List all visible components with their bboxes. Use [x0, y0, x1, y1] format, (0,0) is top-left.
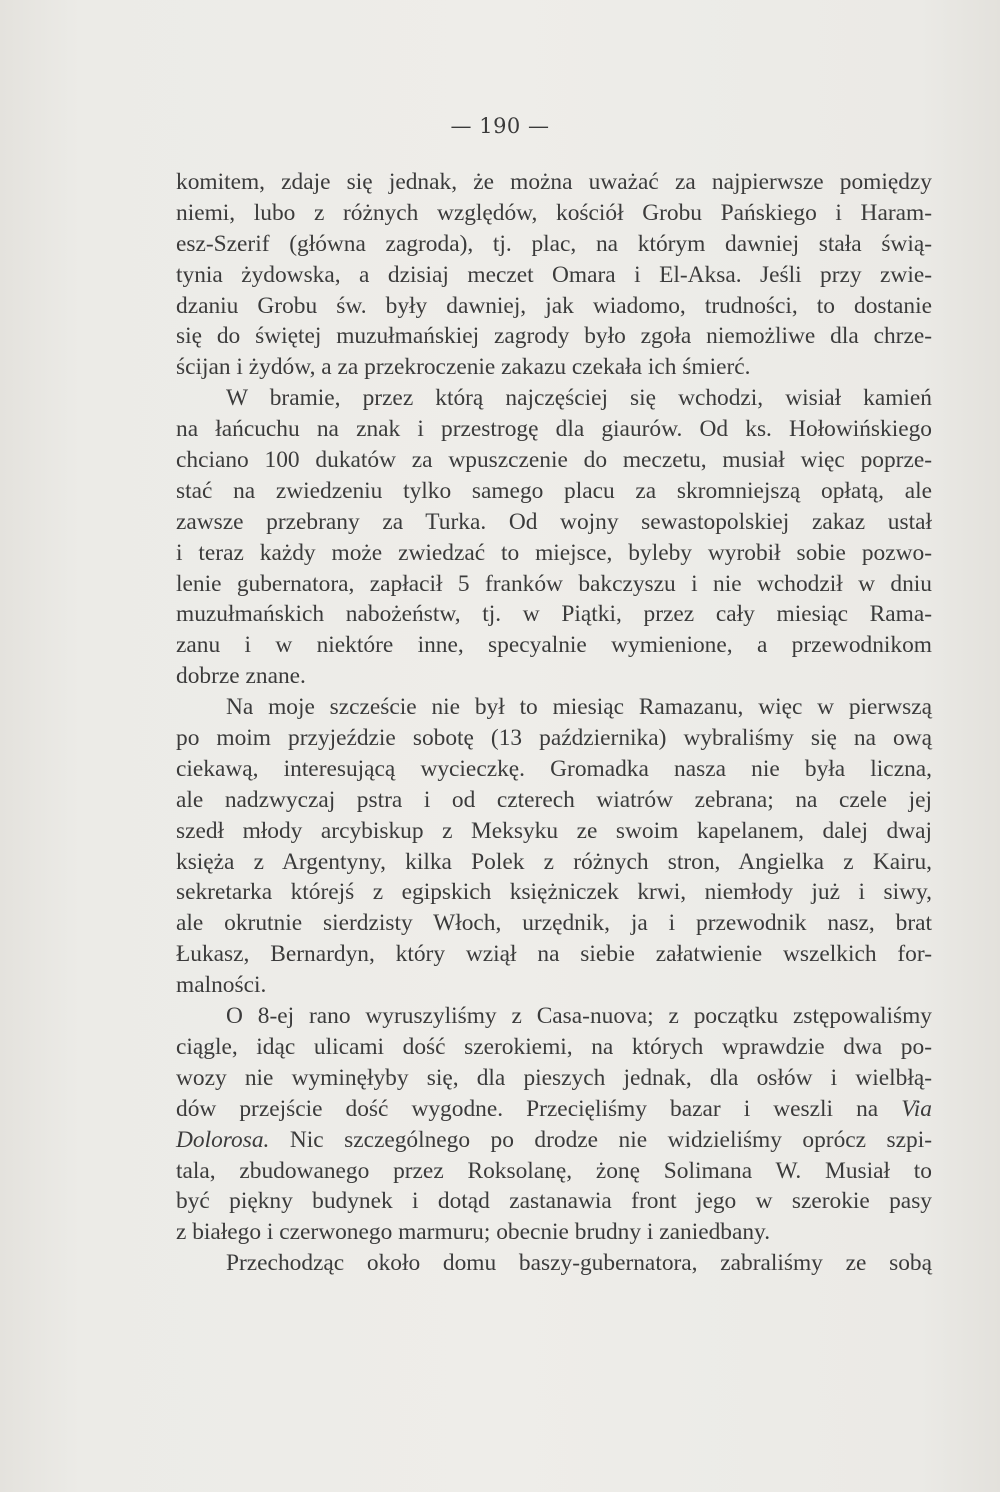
text-line: W bramie, przez którą najczęściej się wchodzi, wisiał kamień — [226, 385, 932, 412]
text-line: po moim przyjeździe sobotę (13 października) wybraliśmy się na ową — [176, 725, 932, 752]
text-line: muzułmańskich nabożeństw, tj. w Piątki, przez cały miesiąc Rama- — [176, 601, 932, 628]
text-line: malności. — [176, 972, 267, 999]
text-line: stać na zwiedzeniu tylko samego placu za skromniejszą opłatą, ale — [176, 477, 932, 504]
text-line: ciekawą, interesującą wycieczkę. Gromadka nasza nie była liczna, — [176, 755, 932, 782]
text-line: tala, zbudowanego przez Roksolanę, żonę Solimana W. Musiał to — [176, 1157, 932, 1184]
text-line: być piękny budynek i dotąd zastanawia front jego w szerokie pasy — [176, 1188, 932, 1215]
text-line: Łukasz, Bernardyn, który wziął na siebie załatwienie wszelkich for- — [176, 941, 932, 968]
text-line: dzaniu Grobu św. były dawniej, jak wiadomo, trudności, to dostanie — [176, 292, 932, 319]
text-line: lenie gubernatora, zapłacił 5 franków bakczyszu i nie wchodził w dniu — [176, 570, 932, 597]
text-segment: Nic szczególnego po drodze nie widzieliśmy oprócz szpi- — [269, 1126, 932, 1153]
text-line: Przechodząc około domu baszy-gubernatora, zabraliśmy ze sobą — [226, 1250, 932, 1277]
text-line: dobrze znane. — [176, 663, 306, 690]
text-line: wozy nie wyminęłyby się, dla pieszych jednak, dla osłów i wielbłą- — [176, 1064, 932, 1091]
text-line: Na moje szczeście nie był to miesiąc Ramazanu, więc w pierwszą — [226, 694, 932, 721]
text-line: ale nadzwyczaj pstra i od czterech wiatrów zebrana; na czele jej — [176, 786, 932, 813]
text-line: chciano 100 dukatów za wpuszczenie do meczetu, musiał więc poprze- — [176, 447, 932, 474]
text-segment: dów przejście dość wygodne. Przecięliśmy bazar i weszli na — [176, 1095, 879, 1122]
italic-text: Via — [901, 1095, 932, 1122]
text-line: esz-Szerif (główna zagroda), tj. plac, na którym dawniej stała świą- — [176, 230, 932, 257]
body-text — [176, 167, 932, 1279]
text-line: niemi, lubo z różnych względów, kościół Grobu Pańskiego i Haram- — [176, 199, 932, 226]
text-line: tynia żydowska, a dzisiaj meczet Omara i El-Aksa. Jeśli przy zwie- — [176, 261, 932, 288]
text-line: ale okrutnie sierdzisty Włoch, urzędnik, ja i przewodnik nasz, brat — [176, 910, 932, 937]
text-line: ciągle, idąc ulicami dość szerokiemi, na których wprawdzie dwa po- — [176, 1033, 932, 1060]
text-line — [176, 1094, 932, 1125]
text-line: z białego i czerwonego marmuru; obecnie brudny i zaniedbany. — [176, 1219, 771, 1246]
text-line: ścijan i żydów, a za przekroczenie zakazu czekała ich śmierć. — [176, 354, 751, 381]
text-line: i teraz każdy może zwiedzać to miejsce, byleby wyrobił sobie pozwo- — [176, 539, 932, 566]
page-number: — 190 — — [450, 114, 550, 138]
text-line: się do świętej muzułmańskiej zagrody było zgoła niemożliwe dla chrze- — [176, 323, 932, 350]
text-line: księża z Argentyny, kilka Polek z różnych stron, Angielka z Kairu, — [176, 848, 932, 875]
text-line: na łańcuchu na znak i przestrogę dla giaurów. Od ks. Hołowińskiego — [176, 416, 932, 443]
text-line: komitem, zdaje się jednak, że można uważać za najpierwsze pomiędzy — [176, 169, 932, 195]
text-line: zawsze przebrany za Turka. Od wojny sewastopolskiej zakaz ustał — [176, 508, 932, 535]
text-line: szedł młody arcybiskup z Meksyku ze swoim kapelanem, dalej dwaj — [176, 817, 932, 844]
text-line — [176, 1125, 932, 1156]
text-line: O 8-ej rano wyruszyliśmy z Casa-nuova; z początku zstępowaliśmy — [226, 1003, 932, 1030]
text-line: sekretarka którejś z egipskich księżniczek krwi, niemłody już i siwy, — [176, 879, 932, 906]
italic-text: Dolorosa. — [176, 1126, 270, 1153]
text-line: zanu i w niektóre inne, specyalnie wymienione, a przewodnikom — [176, 632, 932, 659]
